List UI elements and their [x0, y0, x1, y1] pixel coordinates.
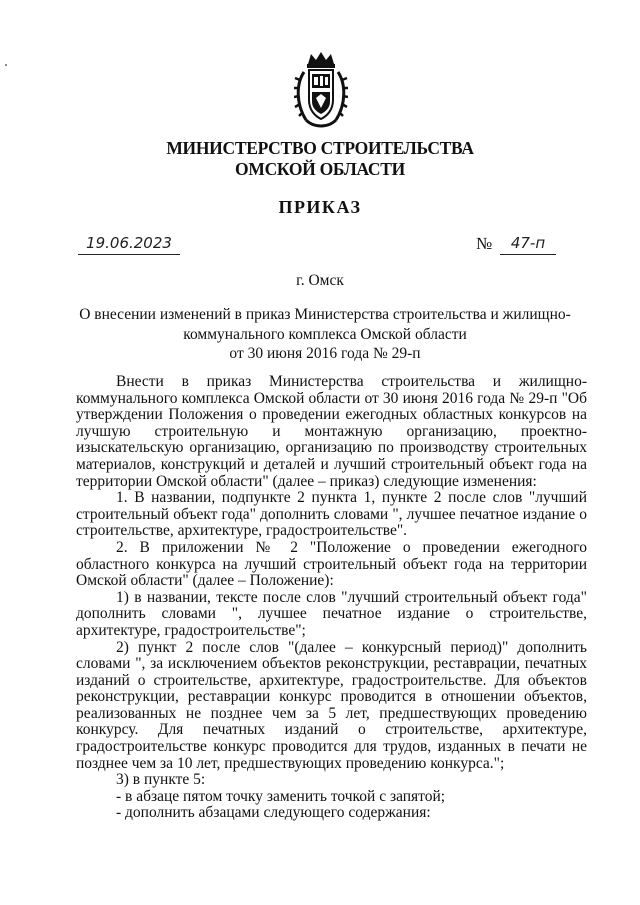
coat-of-arms-emblem-icon — [294, 50, 348, 130]
ministry-name-line2: ОМСКОЙ ОБЛАСТИ — [235, 159, 405, 179]
body-paragraph: 2) пункт 2 после слов "(далее – конкурсный период)" дополнить словами ", за исключением объектов реконструкции, реставрации, печатных изданий о строительстве, архитектуре, градостроительстве. Для объектов реконструкции, реставрации конкурс проводится в отношении объектов, реализованных не позднее чем за 5 лет, предшествующих проведению конкурсу. Для печатных изданий о строительстве, архитектуре, градостроительстве конкурс проводится для трудов, изданных в печати не позднее чем за 10 лет, предшествующих проведению конкурса."; — [76, 638, 587, 772]
number-label: № — [476, 234, 493, 253]
subject-line2: коммунального комплекса Омской области — [183, 325, 467, 343]
subject-line1: О внесении изменений в приказ Министерства строительства и жилищно- — [79, 306, 571, 323]
body-paragraph: 2. В приложении № 2 "Положение о проведении ежегодного областного конкурса на лучший строительный объект года на территории Омской области" (далее – Положение): — [76, 538, 587, 590]
body-paragraph: - в абзаце пятом точку заменить точкой с запятой; — [116, 787, 446, 805]
date-field — [78, 232, 180, 255]
body-paragraph: - дополнить абзацами следующего содержания: — [116, 804, 431, 822]
body-paragraph: 1) в названии, тексте после слов "лучший строительный объект года" дополнить словами ", лучшее печатное издание о строительстве, архитектуре, градостроительстве"; — [76, 588, 587, 639]
city: г. Омск — [296, 272, 344, 289]
body-paragraph: Внести в приказ Министерства строительства и жилищно-коммунального комплекса Омской области от 30 июня 2016 года № 29-п "Об утверждении Положения о проведении ежегодных областных конкурсов на лучшую строительную и монтажную организацию, проектно-изыскательскую организацию, организацию по производству строительных материалов, конструкций и деталей и лучший строительный объект года на территории Омской области" (далее – приказ) следующие изменения: — [76, 373, 587, 490]
ministry-name — [0, 138, 640, 180]
document-body — [76, 374, 587, 822]
handwritten-number: 47-п — [510, 234, 546, 252]
handwritten-date: 19.06.2023 — [86, 234, 172, 252]
ministry-name-line1: МИНИСТЕРСТВО СТРОИТЕЛЬСТВА — [166, 138, 474, 158]
body-paragraph: 1. В названии, подпункте 2 пункта 1, пункте 2 после слов "лучший строительный объект года" дополнить словами ", лучшее печатное издание о строительстве, архитектуре, градостроительстве". — [76, 489, 587, 540]
document-subject — [60, 305, 590, 364]
scan-speck — [5, 64, 7, 66]
document-type: ПРИКАЗ — [278, 197, 362, 217]
subject-line3: от 30 июня 2016 года № 29-п — [229, 345, 421, 362]
body-paragraph: 3) в пункте 5: — [116, 771, 206, 789]
number-field — [500, 232, 556, 255]
